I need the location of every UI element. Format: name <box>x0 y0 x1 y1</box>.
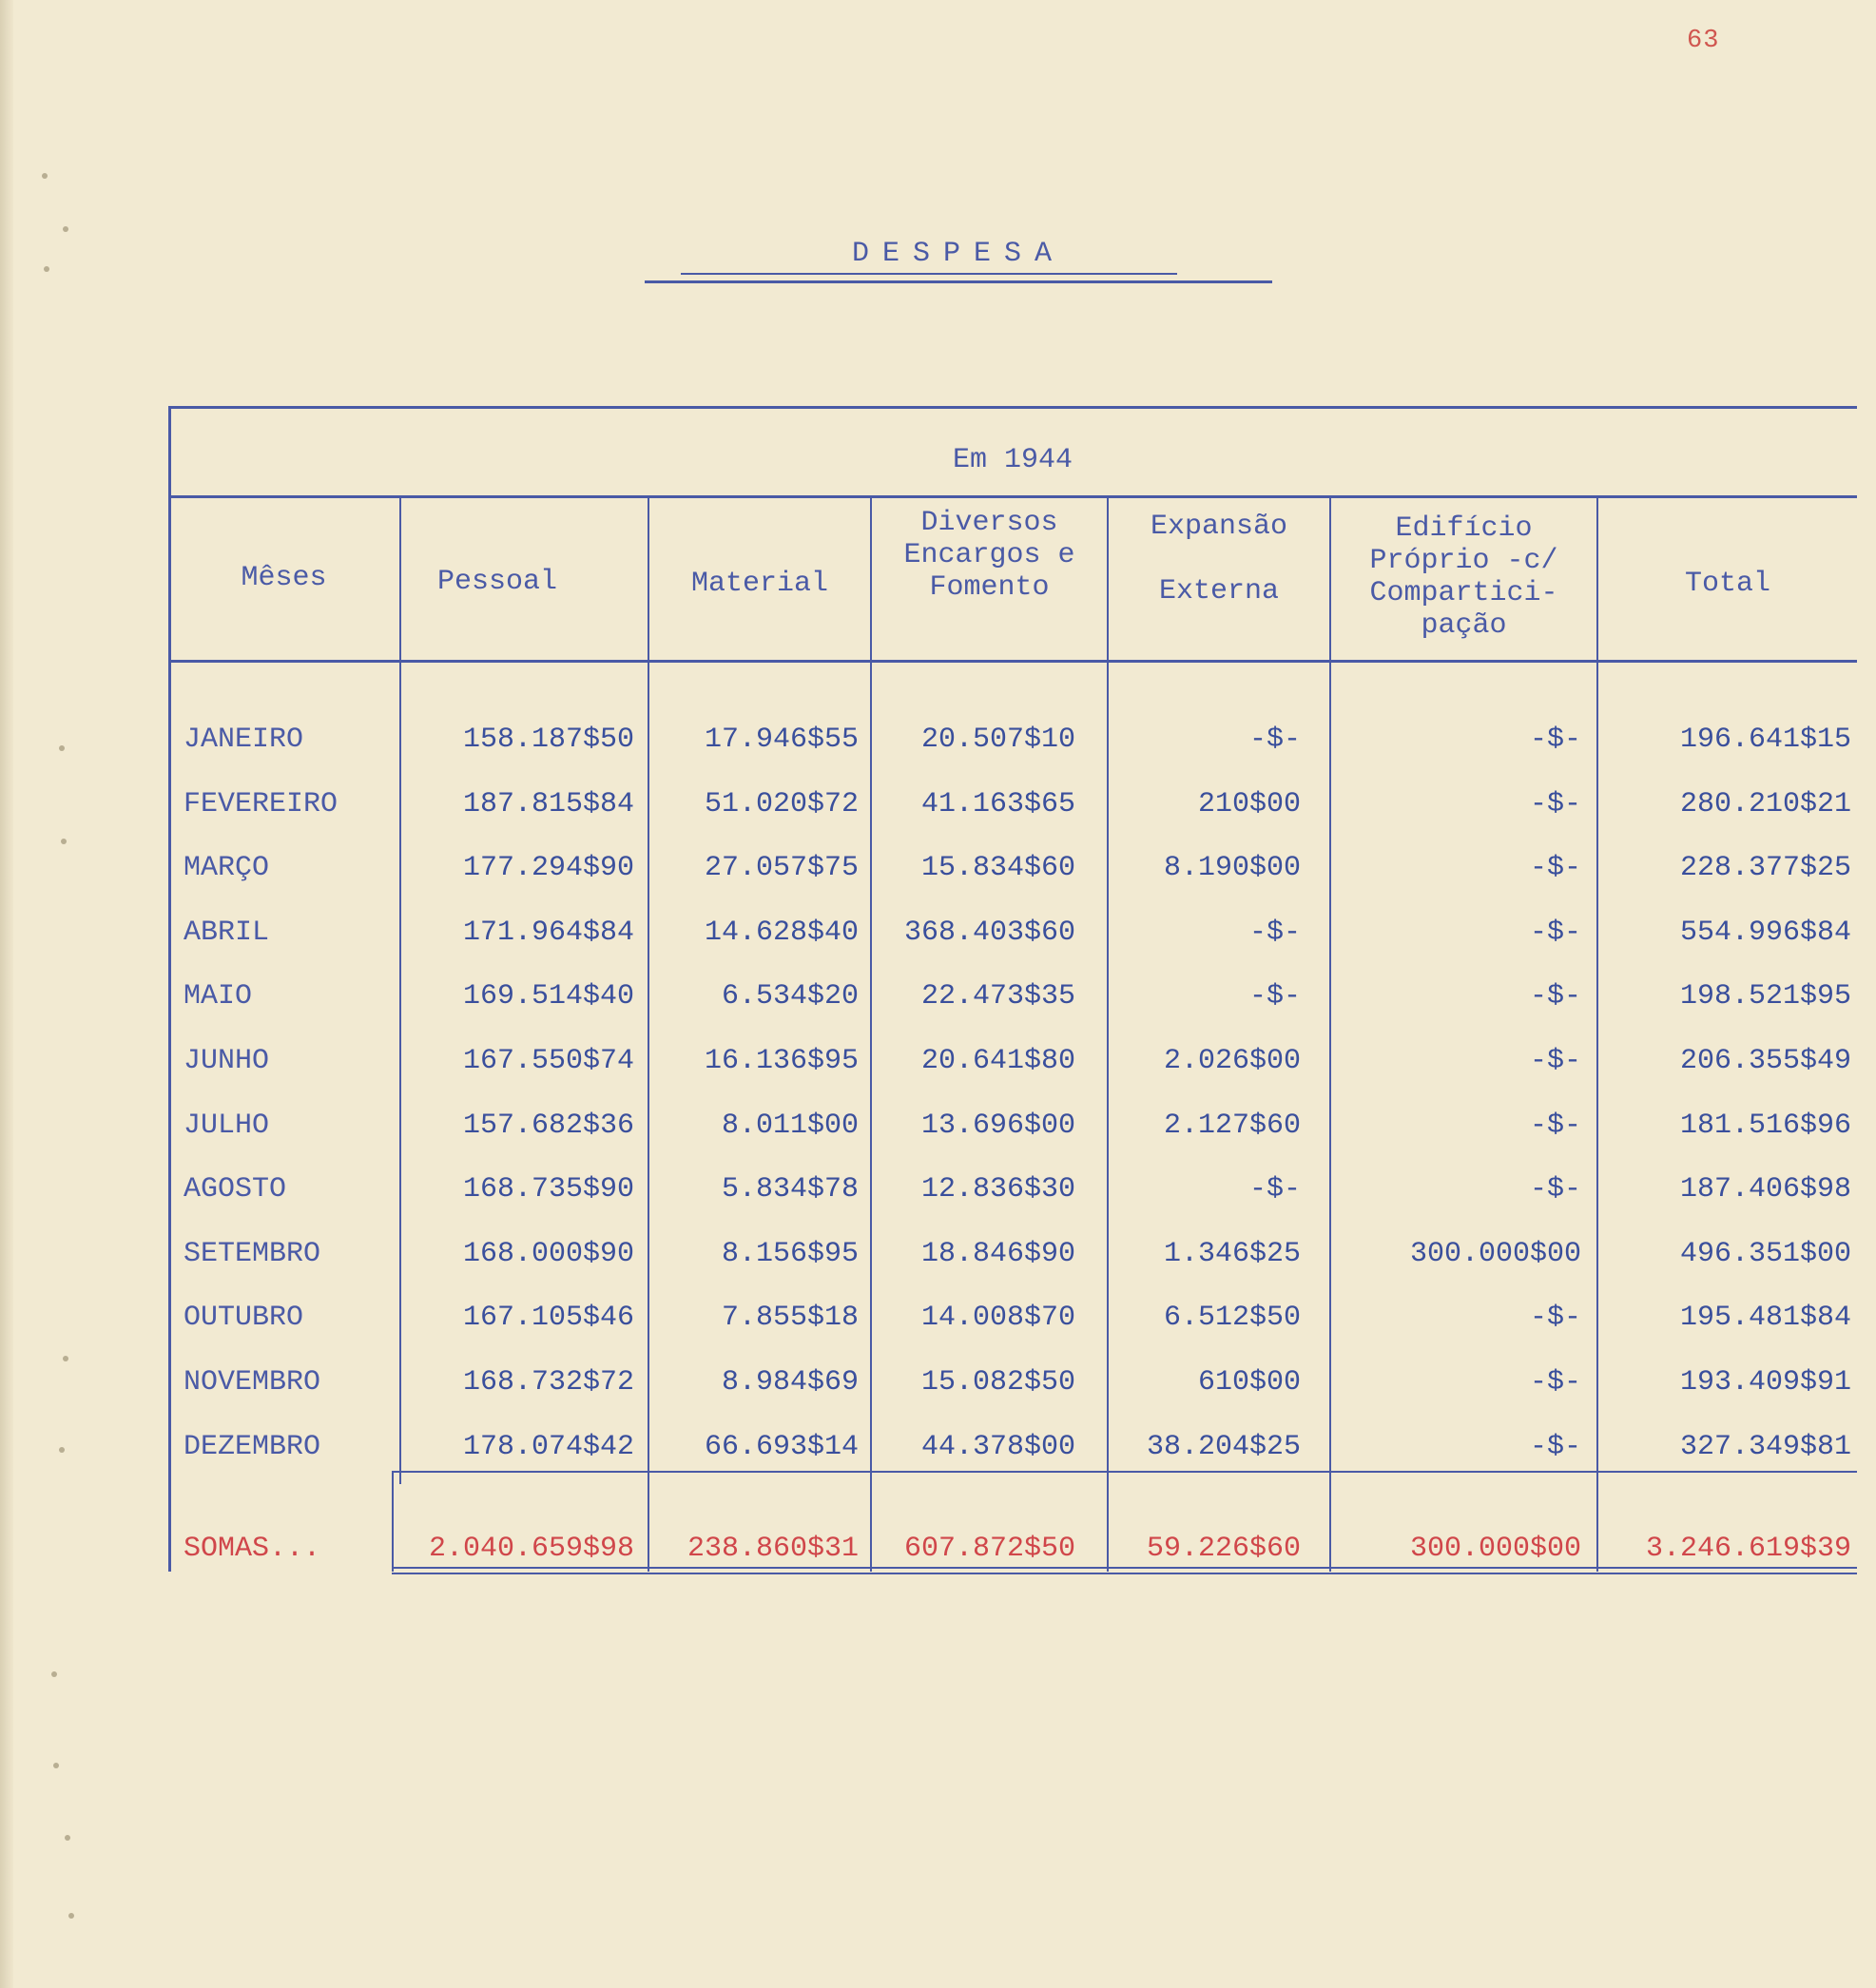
cell-pessoal: 178.074$42 <box>462 1431 634 1463</box>
bottom-rule <box>392 1573 1857 1574</box>
header-edificio-line: Edifício <box>1395 512 1533 545</box>
cell-month: JULHO <box>184 1110 270 1142</box>
cell-expansao: 1.346$25 <box>1163 1238 1301 1270</box>
binding-hole <box>65 1835 70 1841</box>
cell-expansao: -$- <box>1248 724 1301 756</box>
header-total: Total <box>1684 568 1770 600</box>
header-expansao-line: Externa <box>1158 575 1280 608</box>
header-edificio-line: pação <box>1421 609 1507 642</box>
cell-material: 8.156$95 <box>721 1238 859 1270</box>
header-diversos-line: Diversos <box>920 507 1058 539</box>
page-number: 63 <box>1687 27 1720 55</box>
cell-diversos: 15.834$60 <box>920 852 1075 884</box>
cell-pessoal: 167.105$46 <box>462 1302 634 1334</box>
cell-diversos: 12.836$30 <box>920 1173 1075 1206</box>
cell-material: 66.693$14 <box>704 1431 859 1463</box>
cell-diversos: 18.846$90 <box>920 1238 1075 1270</box>
cell-diversos: 44.378$00 <box>920 1431 1075 1463</box>
cell-month: ABRIL <box>184 917 270 949</box>
binding-hole <box>53 1763 59 1768</box>
cell-edificio: -$- <box>1529 917 1581 949</box>
cell-expansao: -$- <box>1248 1173 1301 1206</box>
cell-material: 5.834$78 <box>721 1173 859 1206</box>
header-diversos <box>872 507 1107 604</box>
header-expansao <box>1109 511 1329 608</box>
binding-hole <box>44 266 49 272</box>
cell-expansao: 2.127$60 <box>1163 1110 1301 1142</box>
cell-pessoal: 168.732$72 <box>462 1366 634 1399</box>
totals-material: 238.860$31 <box>687 1533 859 1565</box>
cell-month: JUNHO <box>184 1045 270 1077</box>
cell-material: 8.011$00 <box>721 1110 859 1142</box>
binding-hole <box>59 745 65 751</box>
binding-hole <box>51 1671 57 1677</box>
cell-pessoal: 177.294$90 <box>462 852 634 884</box>
cell-month: MARÇO <box>184 852 270 884</box>
totals-label: SOMAS... <box>184 1533 321 1565</box>
cell-edificio: -$- <box>1529 788 1581 820</box>
title-underline <box>645 280 1272 283</box>
cell-edificio: -$- <box>1529 1045 1581 1077</box>
header-edificio <box>1331 512 1596 642</box>
header-diversos-line: Fomento <box>929 571 1050 604</box>
column-rule <box>1329 495 1331 1572</box>
cell-diversos: 15.082$50 <box>920 1366 1075 1399</box>
cell-edificio: -$- <box>1529 1431 1581 1463</box>
totals-expansao: 59.226$60 <box>1146 1533 1301 1565</box>
cell-material: 51.020$72 <box>704 788 859 820</box>
cell-pessoal: 187.815$84 <box>462 788 634 820</box>
cell-expansao: 38.204$25 <box>1146 1431 1301 1463</box>
total-separator <box>392 1471 1857 1473</box>
cell-month: NOVEMBRO <box>184 1366 321 1399</box>
cell-edificio: -$- <box>1529 1366 1581 1399</box>
cell-pessoal: 157.682$36 <box>462 1110 634 1142</box>
cell-edificio: -$- <box>1529 1110 1581 1142</box>
totals-diversos: 607.872$50 <box>903 1533 1075 1565</box>
header-meses: Mêses <box>241 562 327 594</box>
cell-total: 228.377$25 <box>1679 852 1851 884</box>
header-diversos-line: Encargos e <box>903 539 1075 571</box>
cell-total: 193.409$91 <box>1679 1366 1851 1399</box>
cell-pessoal: 171.964$84 <box>462 917 634 949</box>
cell-pessoal: 158.187$50 <box>462 724 634 756</box>
header-edificio-line: Compartici- <box>1369 577 1558 609</box>
cell-expansao: 2.026$00 <box>1163 1045 1301 1077</box>
header-material: Material <box>690 568 829 600</box>
cell-total: 181.516$96 <box>1679 1110 1851 1142</box>
cell-material: 8.984$69 <box>721 1366 859 1399</box>
cell-total: 187.406$98 <box>1679 1173 1851 1206</box>
bottom-rule <box>392 1567 1857 1569</box>
cell-edificio: -$- <box>1529 1173 1581 1206</box>
column-rule <box>648 495 649 1572</box>
cell-month: DEZEMBRO <box>184 1431 321 1463</box>
cell-month: FEVEREIRO <box>184 788 338 820</box>
cell-month: SETEMBRO <box>184 1238 321 1270</box>
totals-edificio: 300.000$00 <box>1409 1533 1581 1565</box>
cell-edificio: -$- <box>1529 852 1581 884</box>
cell-diversos: 20.641$80 <box>920 1045 1075 1077</box>
page-edge <box>0 0 13 1988</box>
cell-material: 7.855$18 <box>721 1302 859 1334</box>
cell-expansao: -$- <box>1248 980 1301 1013</box>
cell-pessoal: 168.735$90 <box>462 1173 634 1206</box>
cell-edificio: 300.000$00 <box>1409 1238 1581 1270</box>
caption-rule <box>168 495 1857 498</box>
binding-hole <box>59 1447 65 1453</box>
cell-expansao: 610$00 <box>1197 1366 1301 1399</box>
cell-material: 14.628$40 <box>704 917 859 949</box>
cell-month: OUTUBRO <box>184 1302 304 1334</box>
header-expansao-line: Expansão <box>1150 511 1288 543</box>
title-underline <box>681 273 1177 275</box>
table-top-rule <box>168 406 1857 409</box>
cell-total: 327.349$81 <box>1679 1431 1851 1463</box>
binding-hole <box>61 839 67 844</box>
cell-total: 195.481$84 <box>1679 1302 1851 1334</box>
expense-table <box>168 406 1857 1572</box>
cell-edificio: -$- <box>1529 1302 1581 1334</box>
cell-diversos: 22.473$35 <box>920 980 1075 1013</box>
column-rule <box>1596 495 1598 1572</box>
binding-hole <box>63 1356 68 1361</box>
page-title: DESPESA <box>851 238 1066 270</box>
cell-pessoal: 167.550$74 <box>462 1045 634 1077</box>
cell-material: 6.534$20 <box>721 980 859 1013</box>
cell-edificio: -$- <box>1529 980 1581 1013</box>
cell-total: 496.351$00 <box>1679 1238 1851 1270</box>
cell-diversos: 14.008$70 <box>920 1302 1075 1334</box>
cell-total: 280.210$21 <box>1679 788 1851 820</box>
cell-total: 198.521$95 <box>1679 980 1851 1013</box>
cell-month: MAIO <box>184 980 253 1013</box>
cell-expansao: 8.190$00 <box>1163 852 1301 884</box>
cell-expansao: 210$00 <box>1197 788 1301 820</box>
binding-hole <box>63 226 68 232</box>
cell-diversos: 368.403$60 <box>903 917 1075 949</box>
column-rule <box>1107 495 1109 1572</box>
header-edificio-line: Próprio -c/ <box>1369 545 1558 577</box>
cell-month: JANEIRO <box>184 724 304 756</box>
totals-total: 3.246.619$39 <box>1645 1533 1851 1565</box>
cell-total: 196.641$15 <box>1679 724 1851 756</box>
header-rule <box>168 660 1857 663</box>
cell-diversos: 13.696$00 <box>920 1110 1075 1142</box>
cell-expansao: 6.512$50 <box>1163 1302 1301 1334</box>
cell-diversos: 20.507$10 <box>920 724 1075 756</box>
cell-material: 17.946$55 <box>704 724 859 756</box>
cell-edificio: -$- <box>1529 724 1581 756</box>
binding-hole <box>68 1913 74 1919</box>
binding-hole <box>42 173 48 179</box>
cell-pessoal: 168.000$90 <box>462 1238 634 1270</box>
cell-pessoal: 169.514$40 <box>462 980 634 1013</box>
cell-total: 206.355$49 <box>1679 1045 1851 1077</box>
totals-pessoal: 2.040.659$98 <box>428 1533 634 1565</box>
cell-material: 16.136$95 <box>704 1045 859 1077</box>
column-rule <box>870 495 872 1572</box>
cell-total: 554.996$84 <box>1679 917 1851 949</box>
cell-material: 27.057$75 <box>704 852 859 884</box>
table-caption: Em 1944 <box>952 444 1073 476</box>
header-pessoal: Pessoal <box>437 566 558 598</box>
cell-diversos: 41.163$65 <box>920 788 1075 820</box>
cell-expansao: -$- <box>1248 917 1301 949</box>
cell-month: AGOSTO <box>184 1173 287 1206</box>
